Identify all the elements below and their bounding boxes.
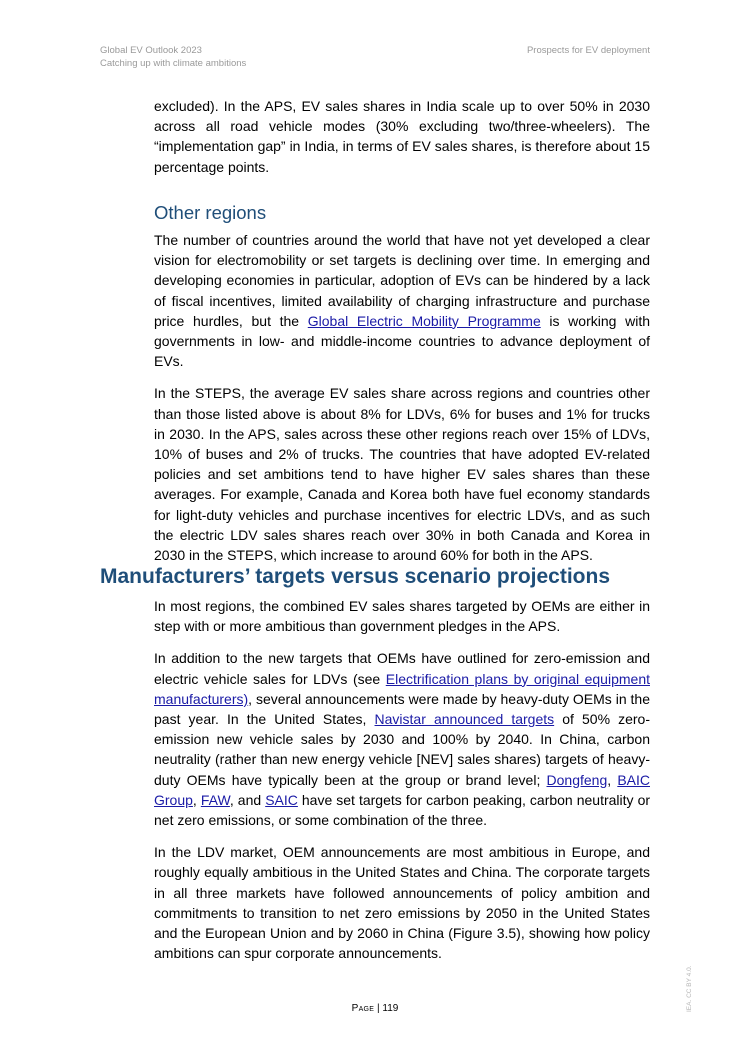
other-regions-paragraph-1: The number of countries around the world that have not yet developed a clear vision for electromobility or set targets is declining over time. In emerging and developing economies in particular, adoption of EVs can be hindered by a lack of fiscal incentives, limited availability of charging infrastructure and purchase price hurdles, but the Global Electric Mobility Programme is working with governments in low- and middle-income countries to advance deployment of EVs. [154,232,650,370]
page-separator: | [374,1003,383,1014]
faw-link[interactable]: FAW [200,791,230,808]
page-footer [0,1003,750,1014]
report-subtitle: Catching up with climate ambitions [100,58,247,69]
page-label: Page [351,1003,375,1014]
manufacturers-heading: Manufacturers’ targets versus scenario projections [100,565,611,588]
running-header-left [100,44,246,70]
navistar-targets-link[interactable]: Navistar announced targets [374,711,555,728]
manufacturers-paragraph-2: In addition to the new targets that OEMs have outlined for zero-emission and electric vehicle sales for LDVs (see Electrification plans by original equipment manufacturers), several announcements were made by heavy-duty OEMs in the past year. In the United States, Navistar announced targets of 50% zero-emission new vehicle sales by 2030 and 100% by 2040. In China, carbon neutrality (rather than new energy vehicle [NEV] sales shares) targets of heavy-duty OEMs have typically been at the group or brand level; Dongfeng, BAIC Group, FAW, and SAIC have set targets for carbon peaking, carbon neutrality or net zero emissions, or some combination of the three. [154,650,651,829]
baic-group-link[interactable]: BAIC Group [154,771,650,808]
manufacturers-paragraph-3: In the LDV market, OEM announcements are most ambitious in Europe, and roughly equally ambitious in the United States and China. The corporate targets in all three markets have followed announcements of policy ambition and commitments to transition to net zero emissions by 2050 in the United States and the European Union and by 2060 in China (Figure 3.5), showing how policy ambitions can spur corporate announcements. [154,844,650,962]
manufacturers-body [154,596,650,963]
other-regions-paragraph-2: In the STEPS, the average EV sales share across regions and countries other than those listed above is about 8% for LDVs, 6% for buses and 1% for trucks in 2030. In the APS, sales across these other regions reach over 15% of LDVs, 10% of buses and 2% of trucks. The countries that have adopted EV-related policies and set ambitions tend to have higher EV sales shares than these averages. For example, Canada and Korea both have fuel economy standards for light-duty vehicles and purchase incentives for electric LDVs, and as such the electric LDV sales shares reach over 30% in both Canada and Korea in 2030 in the STEPS, which increase to around 60% for both in the APS. [154,385,650,564]
dongfeng-link[interactable]: Dongfeng [546,771,608,788]
electrification-plans-link[interactable]: Electrification plans by original equipment manufacturers) [154,670,650,707]
global-electric-mobility-programme-link[interactable]: Global Electric Mobility Programme [307,312,541,329]
saic-link[interactable]: SAIC [265,791,298,808]
other-regions-body [154,230,650,565]
page-number: 119 [382,1003,399,1014]
report-title: Global EV Outlook 2023 [100,45,202,56]
manufacturers-paragraph-1: In most regions, the combined EV sales shares targeted by OEMs are either in step with or more ambitious than government pledges in the APS. [154,598,650,635]
license-watermark: IEA. CC BY 4.0. [686,965,693,1012]
intro-paragraph: excluded). In the APS, EV sales shares in India scale up to over 50% in 2030 across all road vehicle modes (30% excluding two/three-wheelers). The “implementation gap” in India, in terms of EV sales shares, is therefore about 15 percentage points. [154,98,650,175]
intro-block [154,96,650,177]
running-header-right: Prospects for EV deployment [526,45,650,56]
other-regions-heading: Other regions [154,202,267,223]
